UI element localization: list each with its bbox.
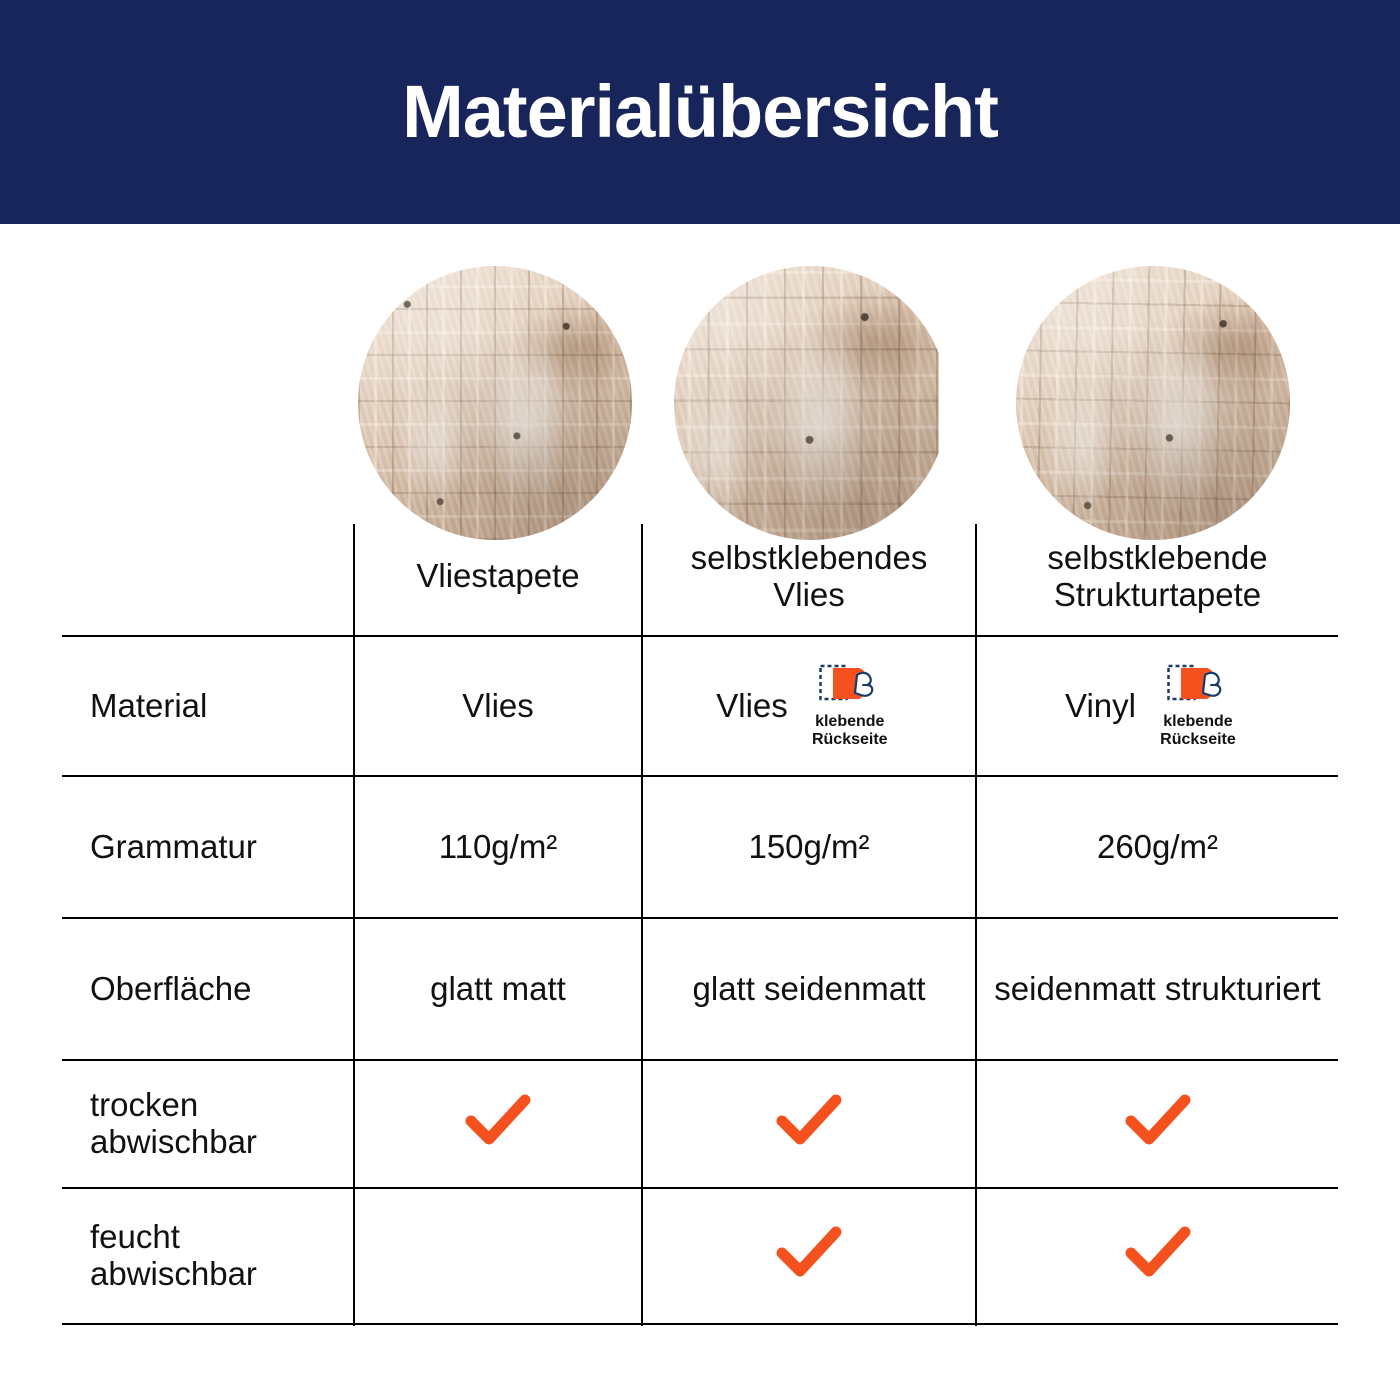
check-icon <box>1125 1226 1191 1278</box>
table-row <box>62 918 1338 1060</box>
cell-trocken-vliestapete <box>354 1060 642 1188</box>
adhesive-back-badge <box>1146 663 1250 748</box>
bottom-edge-cell <box>62 1324 354 1326</box>
row-label-grammatur: Grammatur <box>62 776 354 918</box>
stone-relief-texture <box>358 266 632 540</box>
check-icon <box>465 1094 531 1146</box>
adhesive-back-icon <box>1167 663 1229 711</box>
cell-material-selbstklebendes-vlies <box>642 636 976 776</box>
table-header-row <box>62 524 1338 636</box>
table-bottom-edge <box>62 1324 1338 1326</box>
row-label-oberflaeche: Oberfläche <box>62 918 354 1060</box>
table-row <box>62 1188 1338 1324</box>
page-title: Materialübersicht <box>402 70 998 153</box>
check-icon <box>776 1226 842 1278</box>
sample-vliestapete <box>358 266 632 540</box>
table-row <box>62 1060 1338 1188</box>
table-row <box>62 636 1338 776</box>
cell-grammatur-vliestapete: 110g/m² <box>354 776 642 918</box>
check-icon <box>776 1094 842 1146</box>
cell-material-selbstklebende-strukturtapete <box>976 636 1338 776</box>
row-label-feucht-abwischbar: feucht abwischbar <box>62 1188 354 1324</box>
cell-oberflaeche-selbstklebendes-vlies: glatt seidenmatt <box>642 918 976 1060</box>
cell-material-value: Vinyl <box>1065 687 1136 724</box>
cell-feucht-selbstklebende-strukturtapete <box>976 1188 1338 1324</box>
material-samples <box>0 224 1400 524</box>
header-cell-vliestapete: Vliestapete <box>354 524 642 636</box>
sample-selbstklebendes-vlies <box>674 266 948 540</box>
cell-grammatur-selbstklebendes-vlies: 150g/m² <box>642 776 976 918</box>
stone-relief-texture <box>1016 266 1290 540</box>
cell-trocken-selbstklebende-strukturtapete <box>976 1060 1338 1188</box>
stone-relief-texture <box>674 266 938 540</box>
cell-trocken-selbstklebendes-vlies <box>642 1060 976 1188</box>
sample-selbstklebende-strukturtapete <box>1016 266 1290 540</box>
bottom-edge-cell <box>976 1324 1338 1326</box>
material-comparison-table <box>62 524 1338 1326</box>
row-label-trocken-abwischbar: trocken abwischbar <box>62 1060 354 1188</box>
adhesive-back-badge <box>798 663 902 748</box>
cell-material-value: Vlies <box>716 687 788 724</box>
adhesive-back-icon <box>819 663 881 711</box>
cell-oberflaeche-selbstklebende-strukturtapete: seidenmatt strukturiert <box>976 918 1338 1060</box>
cell-material-vliestapete: Vlies <box>354 636 642 776</box>
bottom-edge-cell <box>354 1324 642 1326</box>
header-cell-selbstklebende-strukturtapete: selbstklebende Strukturtapete <box>976 524 1338 636</box>
header-cell-selbstklebendes-vlies: selbstklebendes Vlies <box>642 524 976 636</box>
table-row <box>62 776 1338 918</box>
check-icon <box>1125 1094 1191 1146</box>
cell-feucht-selbstklebendes-vlies <box>642 1188 976 1324</box>
adhesive-back-label: klebende Rückseite <box>1160 713 1236 748</box>
header-cell-empty <box>62 524 354 636</box>
row-label-material: Material <box>62 636 354 776</box>
bottom-edge-cell <box>642 1324 976 1326</box>
material-comparison-table-wrapper <box>0 524 1400 1326</box>
cell-oberflaeche-vliestapete: glatt matt <box>354 918 642 1060</box>
adhesive-back-label: klebende Rückseite <box>811 713 888 748</box>
page-header <box>0 0 1400 224</box>
cell-feucht-vliestapete <box>354 1188 642 1324</box>
cell-grammatur-selbstklebende-strukturtapete: 260g/m² <box>976 776 1338 918</box>
